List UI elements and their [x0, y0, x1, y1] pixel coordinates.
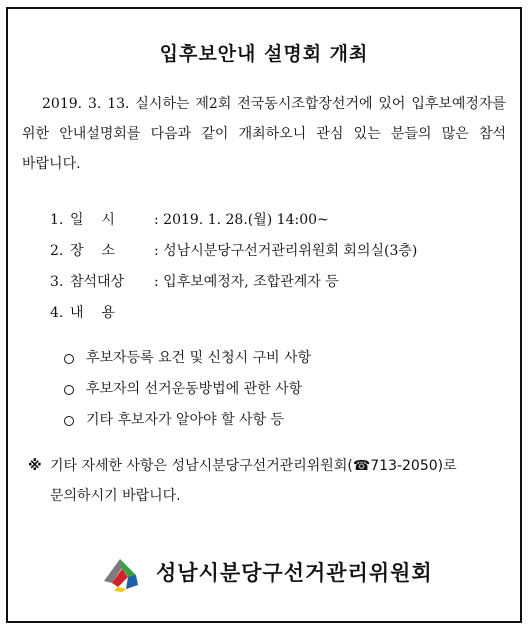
detail-label: 일 시 [70, 212, 115, 228]
content-bullets [64, 343, 311, 436]
bullet-text: 기타 후보자가 알아야 할 사항 등 [86, 412, 285, 428]
detail-label: 참석대상 [70, 274, 125, 290]
detail-number: 1. [50, 212, 64, 228]
circle-bullet-icon [64, 385, 74, 395]
bullet-text: 후보자등록 요건 및 신청시 구비 사항 [86, 350, 312, 366]
detail-value: : 입후보예정자, 조합관계자 등 [154, 274, 339, 290]
note-line-1: 기타 자세한 사항은 성남시분당구선거관리위원회(☎713-2050)로 [50, 458, 457, 474]
footer [100, 547, 433, 597]
detail-value: : 성남시분당구선거관리위원회 회의실(3층) [154, 243, 418, 259]
detail-attendees [50, 267, 417, 298]
reference-mark: ※ [28, 458, 42, 474]
note-line-2: 문의하시기 바랍니다. [50, 488, 181, 504]
detail-label: 내 용 [70, 305, 115, 321]
detail-place [50, 236, 417, 267]
bullet-text: 후보자의 선거운동방법에 관한 사항 [86, 381, 303, 397]
list-item [64, 374, 311, 405]
organization-name: 성남시분당구선거관리위원회 [156, 561, 433, 585]
detail-value: : 2019. 1. 28.(월) 14:00~ [154, 212, 329, 228]
detail-number: 4. [50, 305, 64, 321]
detail-content [50, 298, 417, 329]
contact-note [28, 451, 506, 511]
list-item [64, 405, 311, 436]
detail-date [50, 205, 417, 236]
list-item [64, 343, 311, 374]
intro-text: 2019. 3. 13. 실시하는 제2회 전국동시조합장선거에 있어 입후보예정자를 위한 안내설명회를 다음과 같이 개최하오니 관심 있는 분들의 많은 참석 바랍니다. [22, 96, 506, 172]
notice-title: 입후보안내 설명회 개최 [159, 43, 369, 65]
election-commission-logo-icon [100, 551, 142, 593]
detail-number: 3. [50, 274, 64, 290]
circle-bullet-icon [64, 416, 74, 426]
detail-label: 장 소 [70, 243, 115, 259]
circle-bullet-icon [64, 354, 74, 364]
details-list [50, 205, 417, 329]
notice-frame [6, 7, 522, 623]
detail-number: 2. [50, 243, 64, 259]
intro-paragraph [22, 89, 506, 179]
